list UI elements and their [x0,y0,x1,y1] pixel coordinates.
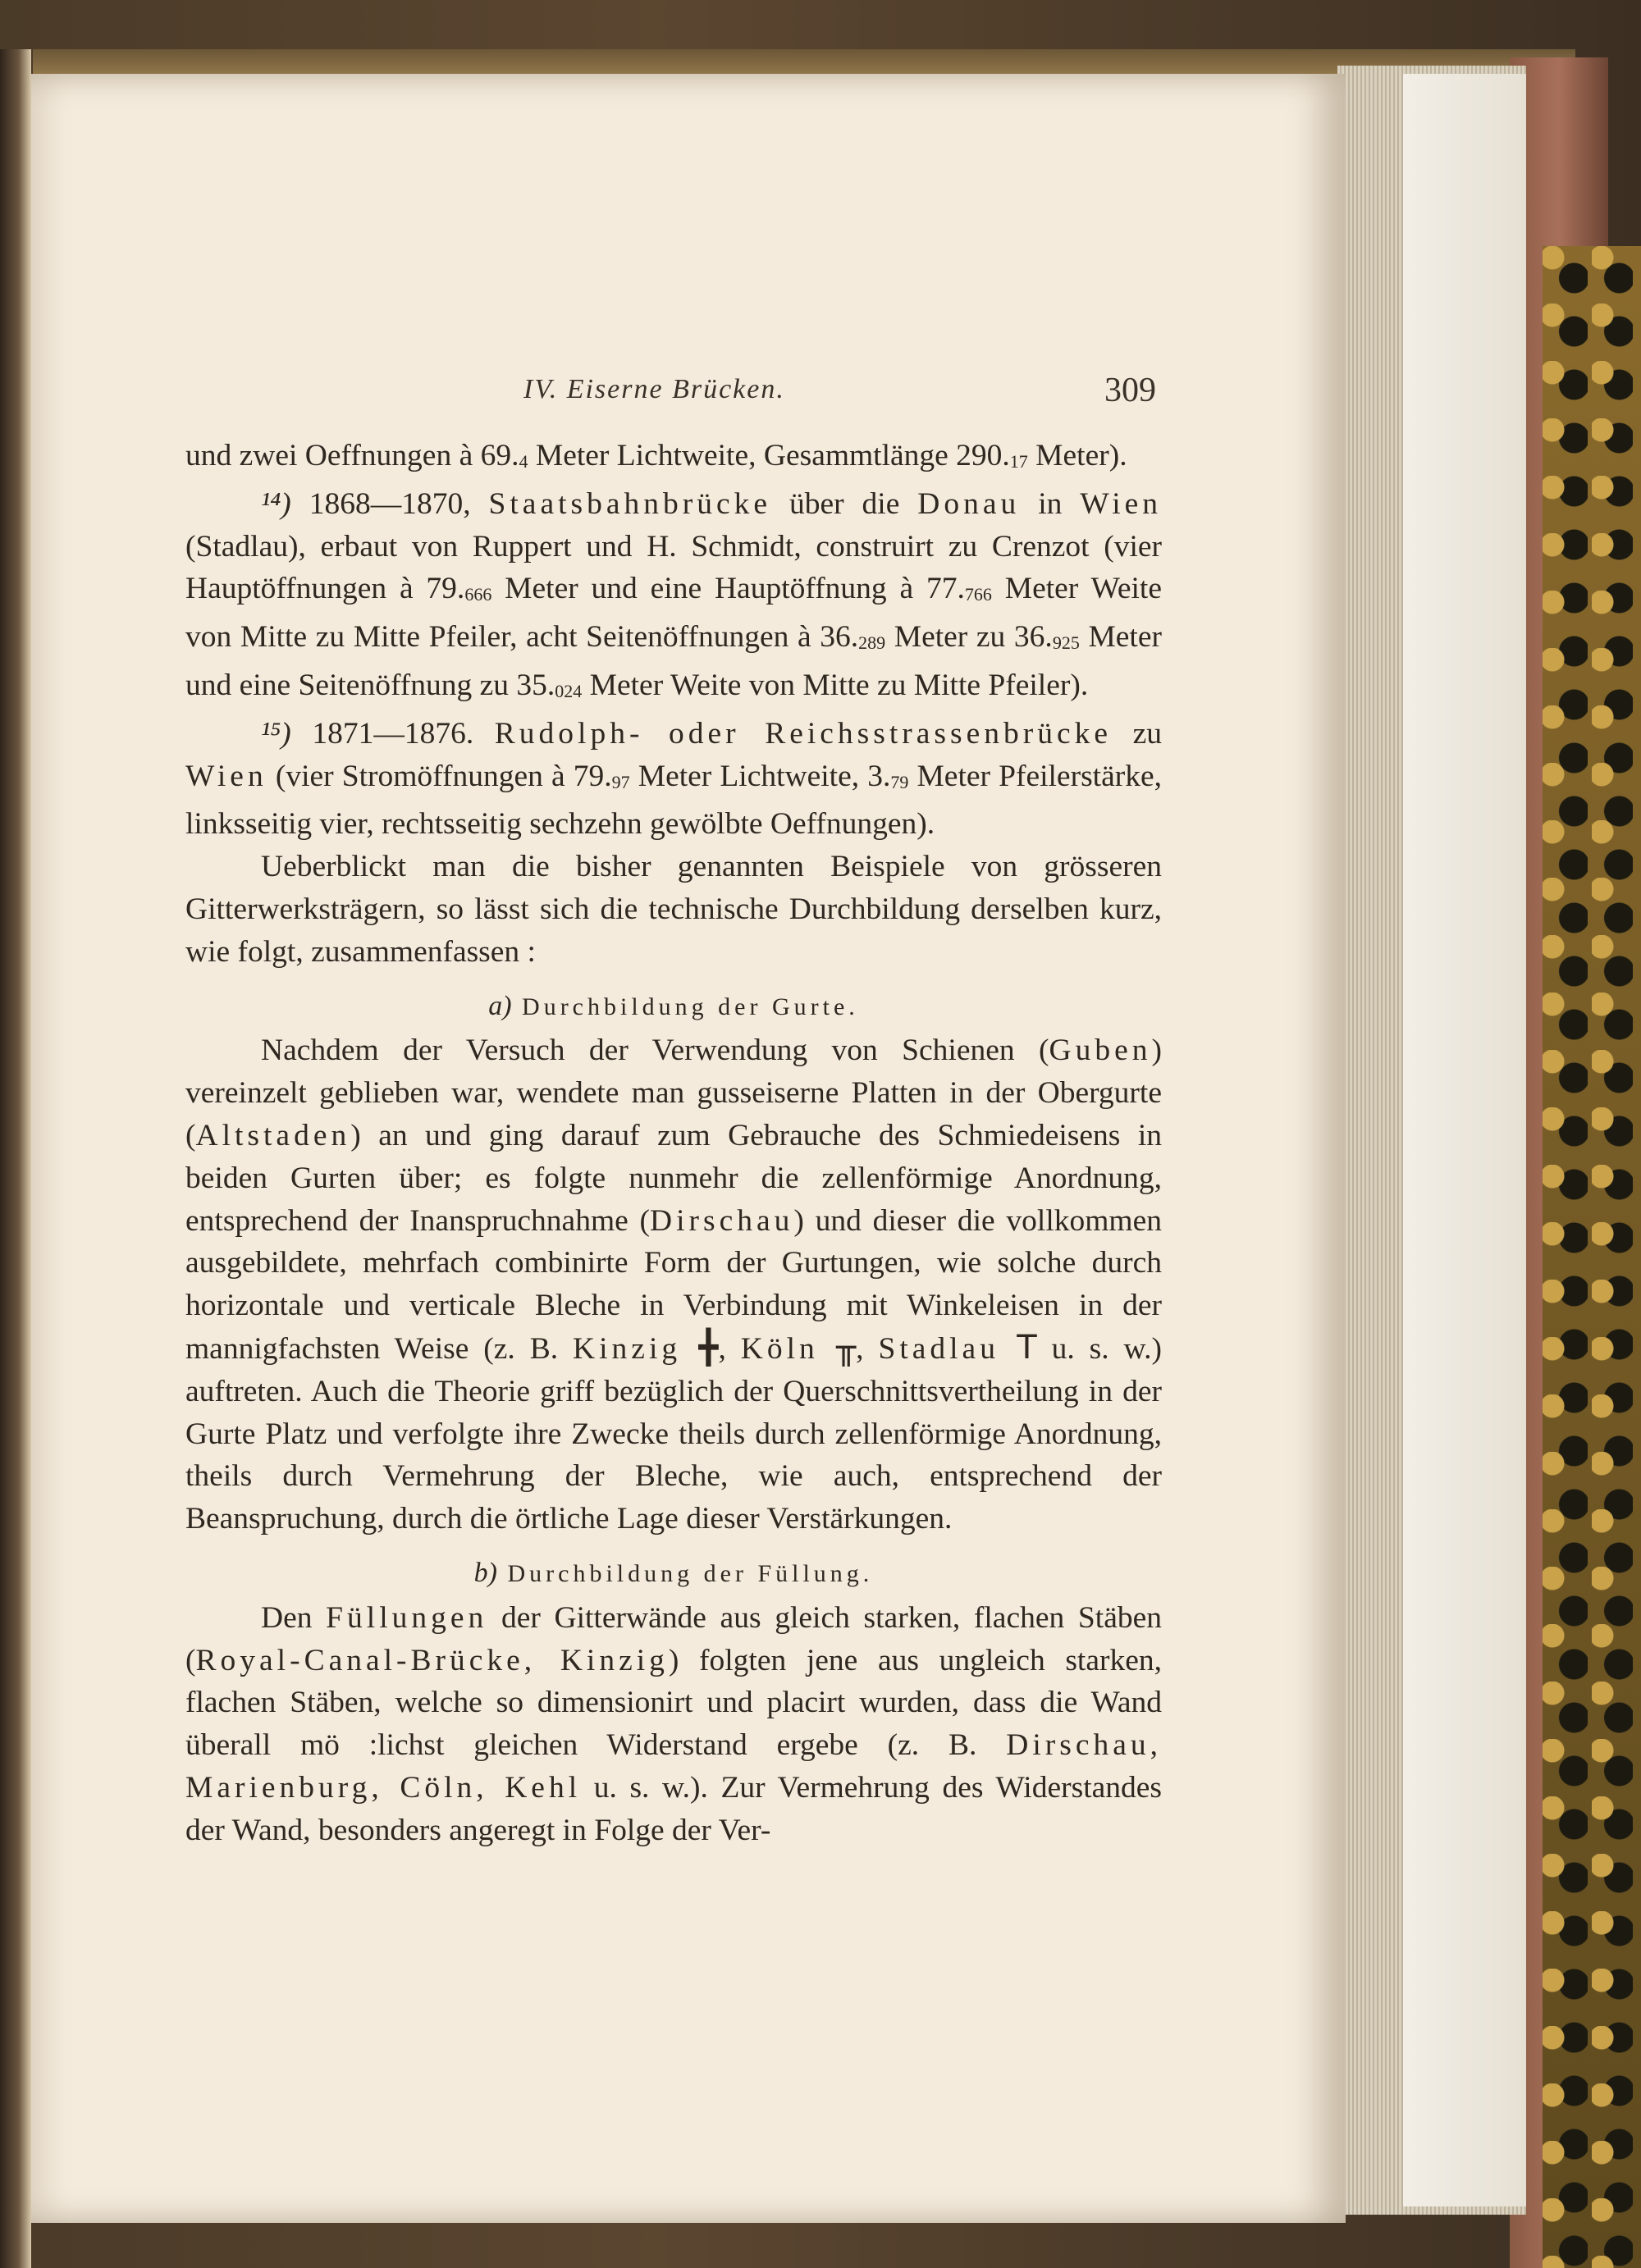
list-item-14: ¹⁴) 1868—1870, Staatsbahnbrücke über die Donau in Wien (Stadlau), erbaut von Ruppert und H. Schmidt, construirt zu Crenzot (vier Hauptöffnungen à 79.666 Meter und eine Hauptöffnung à 77.766 Meter Weite von Mitte zu Mitte Pfeiler, acht Seitenöffnungen à 36.289 Meter zu 36.925 Meter und eine Seitenöffnung zu 35.024 Meter Weite von Mitte zu Mitte Pfeiler). [185,486,1163,702]
paragraph-fuellung: Den Füllungen der Gitterwände aus gleich starken, flachen Stäben (Royal-Canal-Brücke, Kinzig) folgten jene aus ungleich starken, flachen Stäben, welche so dimensionirt und placirt wurden, dass die Wand überall mö :lichst gleichen Widerstand ergebe (z. B. Dirschau, Marienburg, Cöln, Kehl u. s. w.). Zur Vermehrung des Widerstandes der Wand, besonders angeregt in Folge der Ver- [185,1600,1162,1847]
next-page-edge [1403,74,1526,2206]
cross-section-symbol: ╥ [818,1328,857,1367]
cross-section-symbol: ╋ [681,1328,719,1367]
paragraph-gurte: Nachdem der Versuch der Verwendung von Schienen (Guben) vereinzelt geblieben war, wendete man gusseiserne Platten in der Obergurte (Altstaden) an und ging darauf zum Gebrauche des Schmiedeisens in beiden Gurten über; es folgte nunmehr die zellenförmige Anordnung, entsprechend der Inanspruchnahme (Dirschau) und dieser die vollkommen ausgebildete, mehrfach combinirte Form der Gurtungen, wie solche durch horizontale und verticale Bleche in Verbindung mit Winkeleisen in der mannigfachsten Weise (z. B. Kinzig ╋, Köln ╥, Stadlau T u. s. w.) auftreten. Auch die Theorie griff bezüglich der Querschnittsvertheilung in der Gurte Platz und verfolgte ihre Zwecke theils durch zellenförmige Anordnung, theils durch Vermehrung der Bleche, wie auch, entsprechend der Beanspruchung, durch die örtliche Lage dieser Verstärkungen. [185,1034,1163,1536]
footnote-marker: ¹⁴) [261,486,291,521]
running-head: IV. Eiserne Brücken. [523,374,785,404]
body-text [185,435,1162,1852]
book-spine [0,49,31,2268]
page-number: 309 [1104,372,1156,409]
cross-section-symbol: T [999,1328,1037,1367]
book-page [31,74,1346,2223]
footnote-marker: ¹⁵) [261,716,291,751]
paragraph-continuation: und zwei Oeffnungen à 69.4 Meter Lichtweite, Gesammtlänge 290.17 Meter). [185,439,1127,472]
marbled-endpaper [1543,246,1641,2268]
list-item-15: ¹⁵) 1871—1876. Rudolph- oder Reichsstrassenbrücke zu Wien (vier Stromöffnungen à 79.97 Meter Lichtweite, 3.79 Meter Pfeilerstärke, linksseitig vier, rechtsseitig sechzehn gewölbte Oeffnungen). [185,716,1162,842]
section-heading-a: a) Durchbildung der Gurte. [488,990,859,1021]
section-heading-b: b) Durchbildung der Füllung. [473,1557,874,1588]
paragraph-overview: Ueberblickt man die bisher genannten Beispiele von grösseren Gitterwerksträgern, so lässt sich die technische Durchbildung derselben kurz, wie folgt, zusammenfassen : [185,850,1162,969]
